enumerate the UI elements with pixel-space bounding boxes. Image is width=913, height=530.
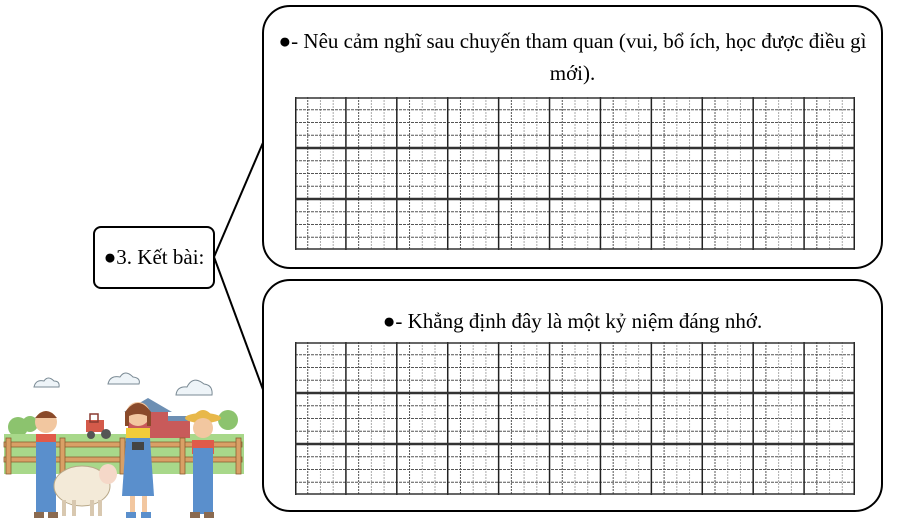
memory-prompt: ●- Khẳng định đây là một kỷ niệm đáng nhớ.: [382, 309, 763, 333]
writing-grid[interactable]: [295, 342, 855, 495]
feelings-prompt: ●- Nêu cảm nghĩ sau chuyến tham quan (vui, bổ ích, học được điều gì mới).: [278, 29, 867, 85]
section-label: ●3. Kết bài:: [103, 245, 205, 269]
farm-illustration: [0, 362, 260, 530]
content-box-feelings: [262, 5, 883, 269]
sheep-icon: [54, 464, 117, 516]
content-box-memory: [262, 279, 883, 512]
section-label-box: [93, 226, 215, 289]
cloud-icon: [34, 373, 212, 395]
child-left: [34, 411, 58, 518]
child-middle: [122, 402, 154, 518]
writing-grid[interactable]: [295, 97, 855, 250]
